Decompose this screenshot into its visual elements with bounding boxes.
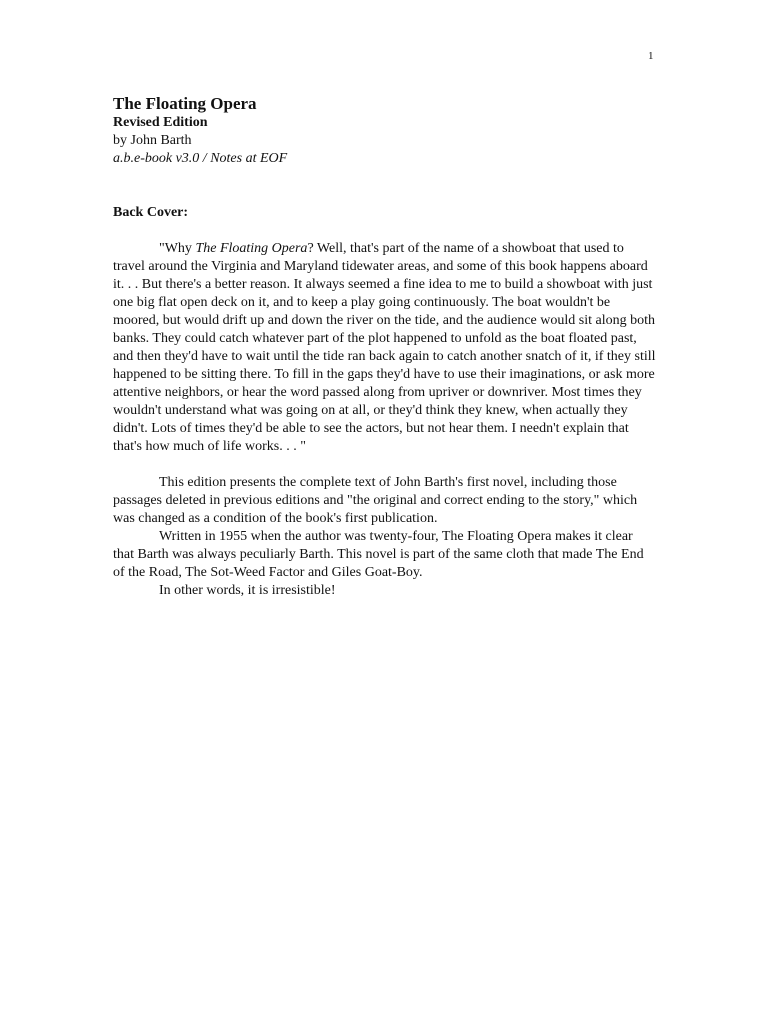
paragraph: This edition presents the complete text of John Barth's first novel, including those passages deleted in previous editions and "the original and correct ending to the story," which was changed as a condition of the book's first publication. xyxy=(113,475,638,526)
paragraph: Written in 1955 when the author was twenty-four, The Floating Opera makes it clear that Barth was always peculiarly Barth. This novel is part of the same cloth that made The End of the Road, The Sot-Weed Factor and Giles Goat-Boy. xyxy=(113,529,644,580)
quote-open: "Why xyxy=(159,241,196,256)
version-note: a.b.e-book v3.0 / Notes at EOF xyxy=(113,151,288,166)
quote-title-italic: The Floating Opera xyxy=(195,241,308,256)
edition-label: Revised Edition xyxy=(113,115,208,130)
quote-block xyxy=(113,240,673,456)
page-number: 1 xyxy=(648,50,654,62)
quote-rest: ? Well, that's part of the name of a showboat that used to travel around the Virginia and Maryland tidewater areas, and some of this book happens aboard it. . . But there's a better reason. It always seemed a fine idea to me to build a showboat with just one big flat open deck on it, and to keep a play going continuously. The boat wouldn't be moored, but would drift up and down the river on the tide, and the audience would sit along both banks. They could catch whatever part of the plot happened to unfold as the boat floated past, and then they'd have to wait until the tide ran back again to catch another snatch of it, if they still happened to be sitting there. To fill in the gaps they'd have to use their imaginations, or ask more attentive neighbors, or hear the word passed along from upriver or downriver. Most times they wouldn't understand what was going on at all, or they'd think they knew, when actually they didn't. Lots of times they'd be able to see the actors, but not hear them. I needn't explain that that's how much of life works. . . " xyxy=(113,241,656,454)
book-title: The Floating Opera xyxy=(113,94,257,113)
author-quote xyxy=(113,240,659,456)
title-block xyxy=(113,94,673,168)
section-heading: Back Cover: xyxy=(113,205,189,220)
paragraph: In other words, it is irresistible! xyxy=(159,583,336,598)
back-cover-section xyxy=(113,204,673,600)
author-byline: by John Barth xyxy=(113,133,192,148)
